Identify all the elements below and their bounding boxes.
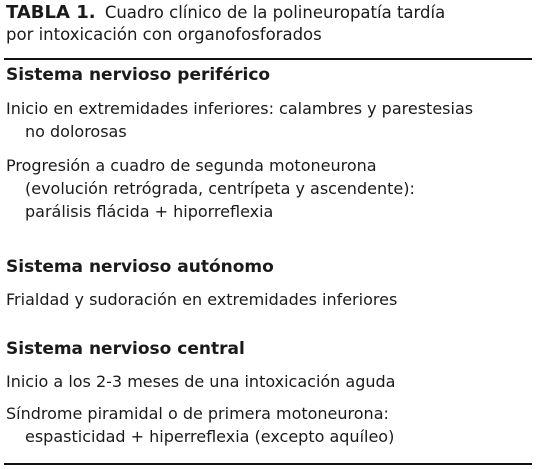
bottom-rule	[4, 463, 532, 465]
list-item	[6, 402, 394, 448]
caption-line-2: por intoxicación con organofosforados	[6, 25, 322, 44]
section-title-peripheral: Sistema nervioso periférico	[6, 65, 271, 85]
caption-line-1: Cuadro clínico de la polineuropatía tardía	[104, 3, 446, 22]
clinical-table	[4, 0, 532, 469]
item-text: Síndrome piramidal o de primera motoneurona:	[6, 404, 389, 423]
list-item	[6, 154, 415, 223]
item-continuation: parálisis flácida + hiporreflexia	[25, 202, 274, 221]
table-number: TABLA 1.	[6, 2, 96, 23]
section-title-central: Sistema nervioso central	[6, 339, 245, 359]
item-text: Progresión a cuadro de segunda motoneurona	[6, 156, 377, 175]
table-caption	[6, 2, 445, 46]
section-title-autonomic: Sistema nervioso autónomo	[6, 257, 274, 277]
list-item	[6, 97, 473, 143]
item-text: Inicio en extremidades inferiores: calambres y parestesias	[6, 99, 474, 118]
list-item	[6, 288, 397, 311]
list-item	[6, 370, 395, 393]
item-continuation: no dolorosas	[25, 122, 127, 141]
top-rule	[4, 58, 532, 60]
item-text: Frialdad y sudoración en extremidades inferiores	[6, 290, 398, 309]
item-continuation: espasticidad + hiperreflexia (excepto aquíleo)	[25, 427, 395, 446]
item-text: Inicio a los 2-3 meses de una intoxicación aguda	[6, 372, 396, 391]
item-continuation: (evolución retrógrada, centrípeta y ascendente):	[25, 179, 415, 198]
